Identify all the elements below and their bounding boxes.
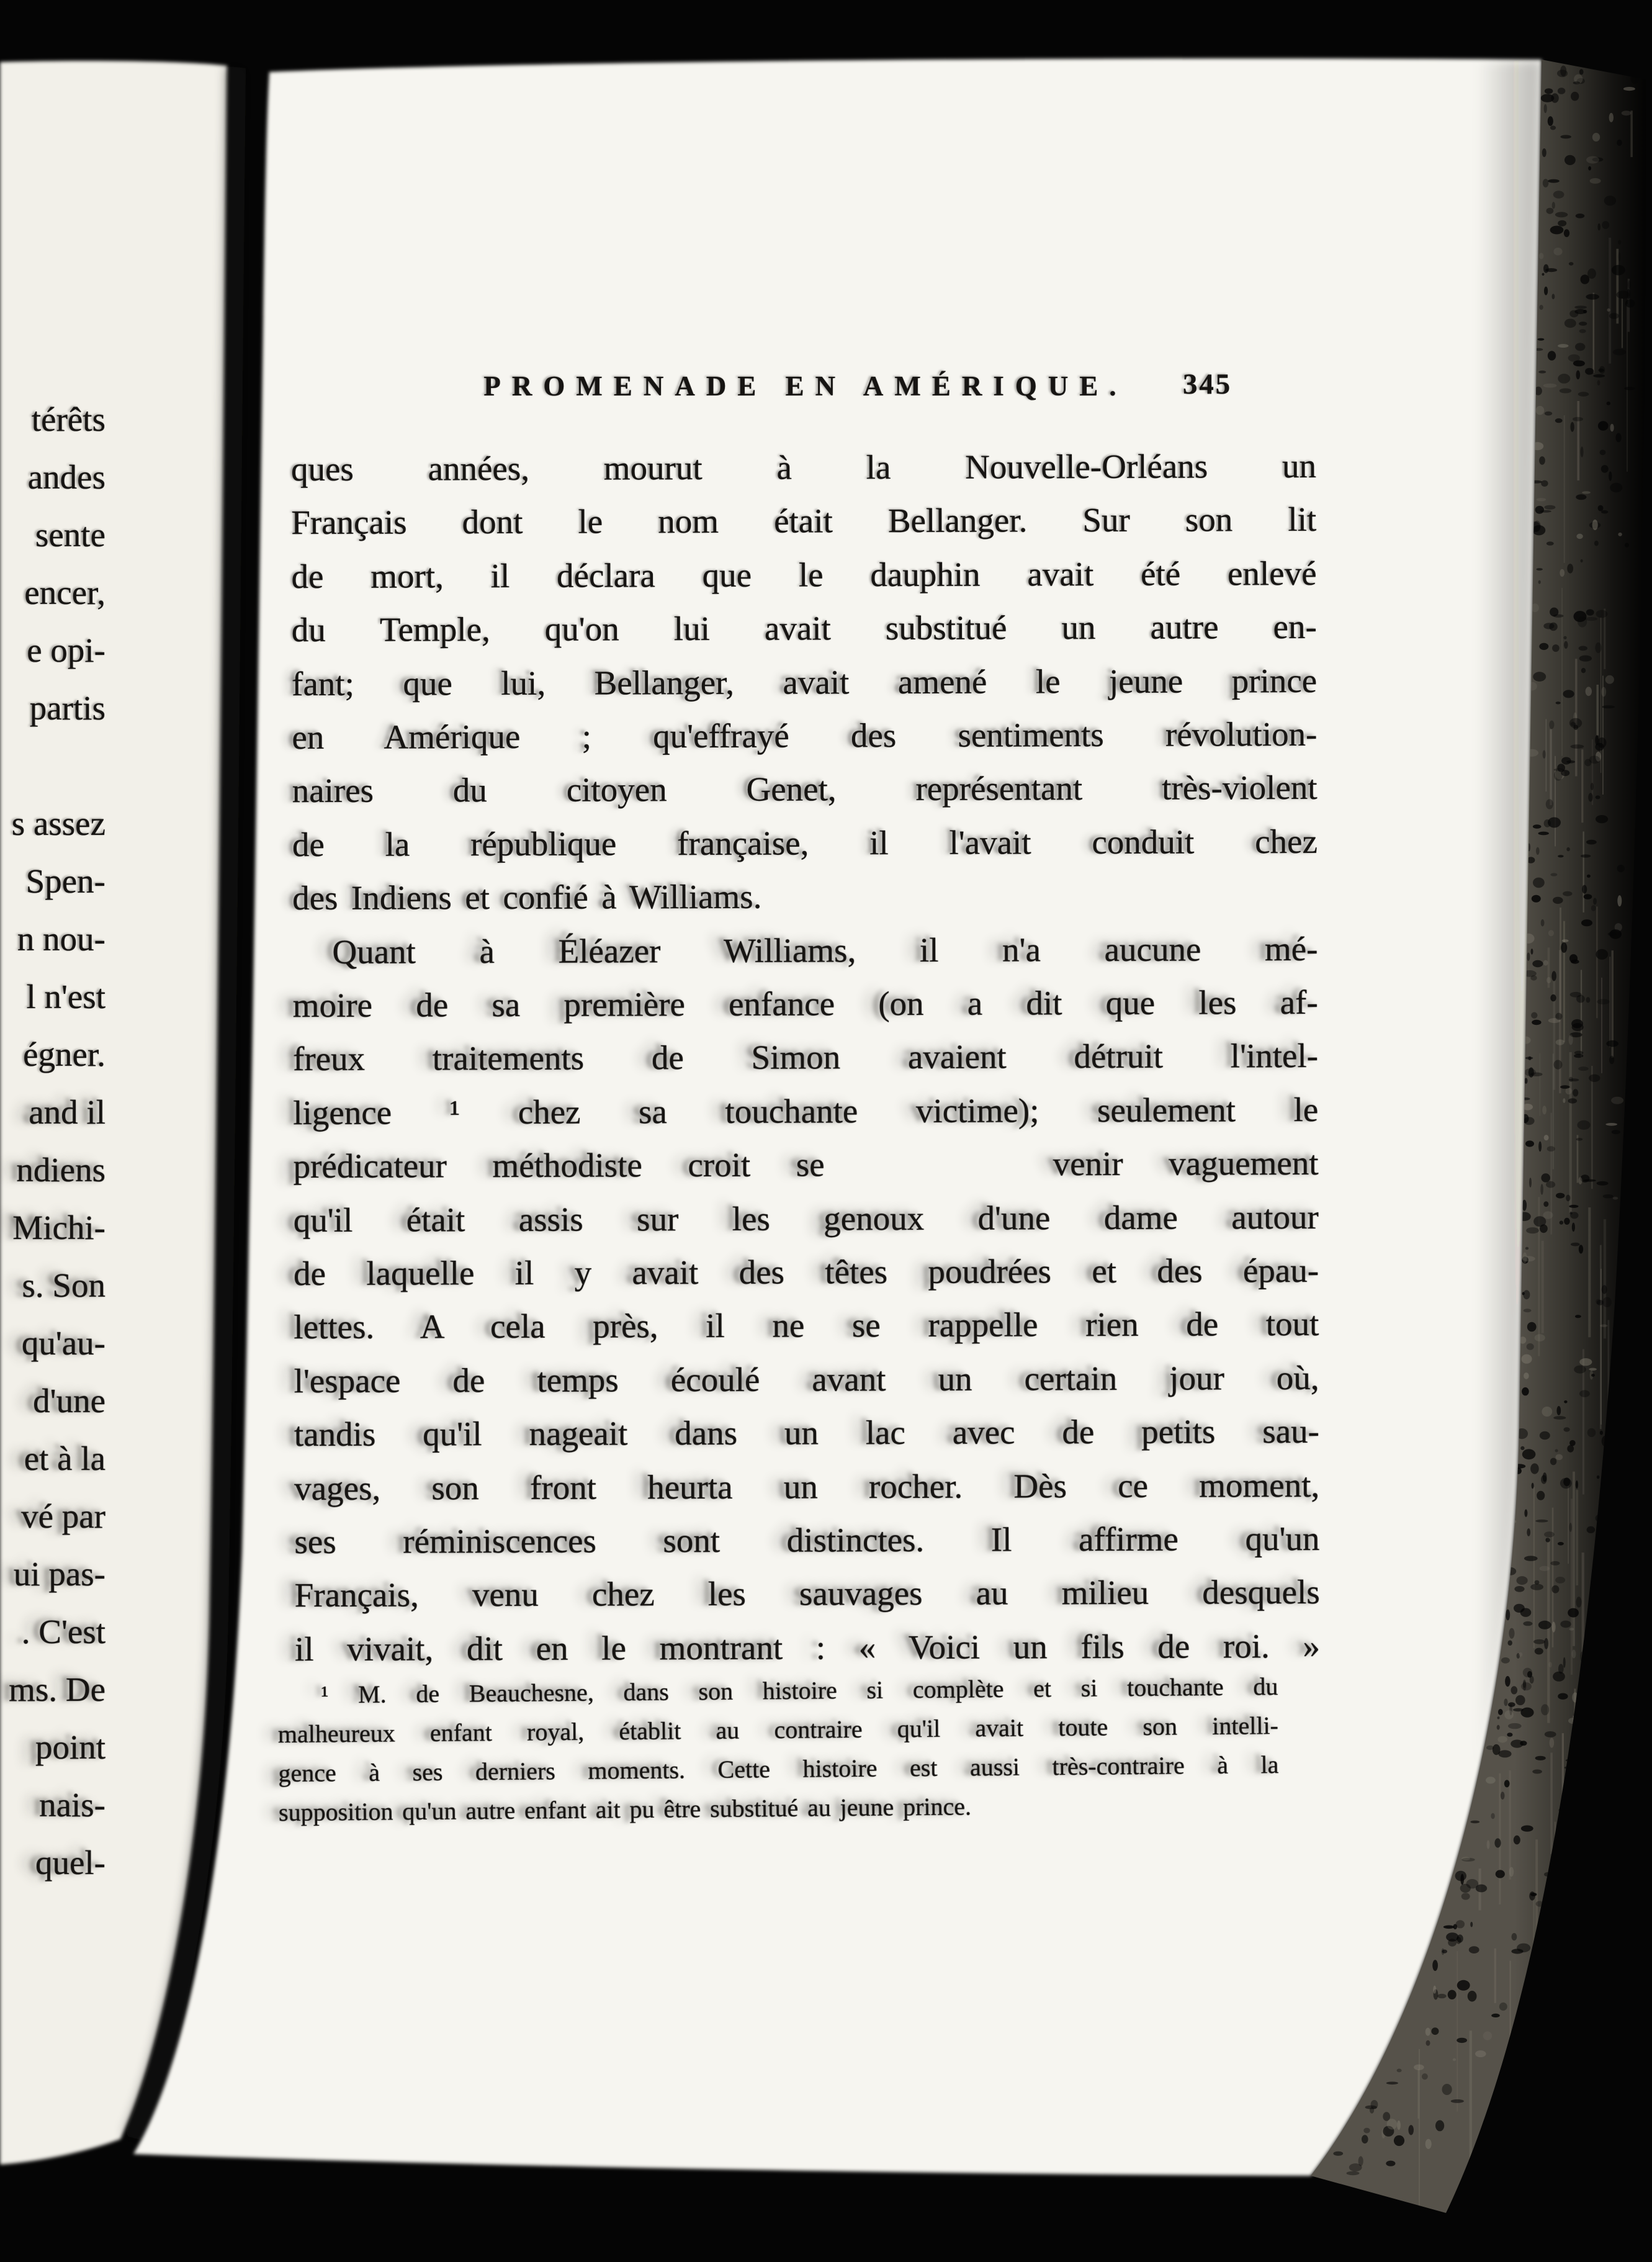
facing-page-fragment: s assez: [11, 804, 105, 842]
body-line: de la république française, il l'avait conduit chez: [292, 822, 1318, 864]
facing-page-fragment: et à la: [24, 1440, 105, 1477]
facing-page-fragment: sente: [35, 516, 105, 554]
facing-page-fragment: point: [35, 1728, 105, 1766]
facing-page-fragment: ms. De: [9, 1670, 105, 1708]
body-line: de laquelle il y avait des têtes poudrées et des épau-: [294, 1251, 1319, 1293]
body-line: des Indiens et confié à Williams.: [292, 877, 762, 917]
body-line: vages, son front heurta un rocher. Dès ce moment,: [294, 1466, 1320, 1508]
facing-page-fragment: e opi-: [27, 631, 105, 669]
body-line: lettes. A cela près, il ne se rappelle rien de tout: [294, 1304, 1319, 1346]
body-line: Français dont le nom était Bellanger. Sur son lit: [291, 500, 1317, 542]
facing-page-fragment: qu'au-: [21, 1324, 105, 1362]
facing-page-fragment: Spen-: [25, 862, 105, 900]
body-line: ques années, mourut à la Nouvelle-Orléans un: [290, 446, 1317, 489]
facing-page-fragment: d'une: [33, 1382, 105, 1420]
facing-page-fragment: . C'est: [21, 1613, 105, 1651]
footnote-line: malheureux enfant royal, établit au contraire qu'il avait toute son intelli-: [277, 1711, 1279, 1749]
facing-page-fragment: nais-: [39, 1786, 105, 1824]
facing-page-fragment: Michi-: [12, 1209, 105, 1246]
body-line: prédicateur méthodiste croit se venir vaguement: [293, 1143, 1319, 1186]
facing-page-fragment: andes: [27, 458, 105, 496]
body-line: moire de sa première enfance (on a dit que les af-: [292, 983, 1318, 1025]
facing-page-fragment: térêts: [31, 400, 105, 438]
facing-page-fragment: partis: [29, 689, 105, 727]
body-line: Quant à Éléazer Williams, il n'a aucune mé-: [332, 929, 1318, 971]
body-line: tandis qu'il nageait dans un lac avec de petits sau-: [294, 1412, 1320, 1454]
body-line: fant; que lui, Bellanger, avait amené le jeune prince: [292, 661, 1318, 703]
footnote-line: supposition qu'un autre enfant ait pu être substitué au jeune prince.: [278, 1792, 972, 1827]
body-line: en Amérique ; qu'effrayé des sentiments révolution-: [292, 714, 1318, 757]
body-line: ses réminiscences sont distinctes. Il affirme qu'un: [294, 1519, 1320, 1561]
body-line: ligence ¹ chez sa touchante victime); seulement le: [293, 1090, 1319, 1132]
footnote-line: gence à ses derniers moments. Cette histoire est aussi très-contraire à la: [278, 1751, 1279, 1788]
body-line: du Temple, qu'on lui avait substitué un autre en-: [291, 607, 1317, 649]
facing-page-fragment: s. Son: [22, 1266, 105, 1304]
facing-page-fragment: encer,: [24, 574, 105, 611]
body-line: naires du citoyen Genet, représentant très-violent: [292, 768, 1318, 810]
facing-page-fragment: vé par: [21, 1497, 105, 1535]
facing-page-fragment: égner.: [23, 1035, 105, 1073]
body-line: il vivait, dit en le montrant : « Voici un fils de roi. »: [294, 1626, 1321, 1669]
facing-page-fragment: l n'est: [26, 978, 105, 1016]
body-line: freux traitements de Simon avaient détruit l'intel-: [292, 1036, 1319, 1078]
facing-page-fragment: ndiens: [16, 1151, 105, 1189]
page-number: 345: [1183, 368, 1232, 400]
running-header: PROMENADE EN AMÉRIQUE.: [483, 371, 1128, 402]
body-line: l'espace de temps écoulé avant un certain jour où,: [294, 1358, 1319, 1400]
facing-page-fragment: and il: [29, 1093, 105, 1131]
facing-page-fragment: quel-: [35, 1844, 105, 1881]
body-line: de mort, il déclara que le dauphin avait été enlevé: [291, 554, 1317, 596]
facing-page-fragment: ui pas-: [13, 1555, 105, 1593]
footnote-line: ¹ M. de Beauchesne, dans son histoire si complète et si touchante du: [321, 1672, 1278, 1709]
facing-page-fragment: n nou-: [17, 920, 105, 958]
body-line: qu'il était assis sur les genoux d'une dame autour: [293, 1197, 1319, 1240]
body-line: Français, venu chez les sauvages au milieu desquels: [294, 1572, 1320, 1615]
